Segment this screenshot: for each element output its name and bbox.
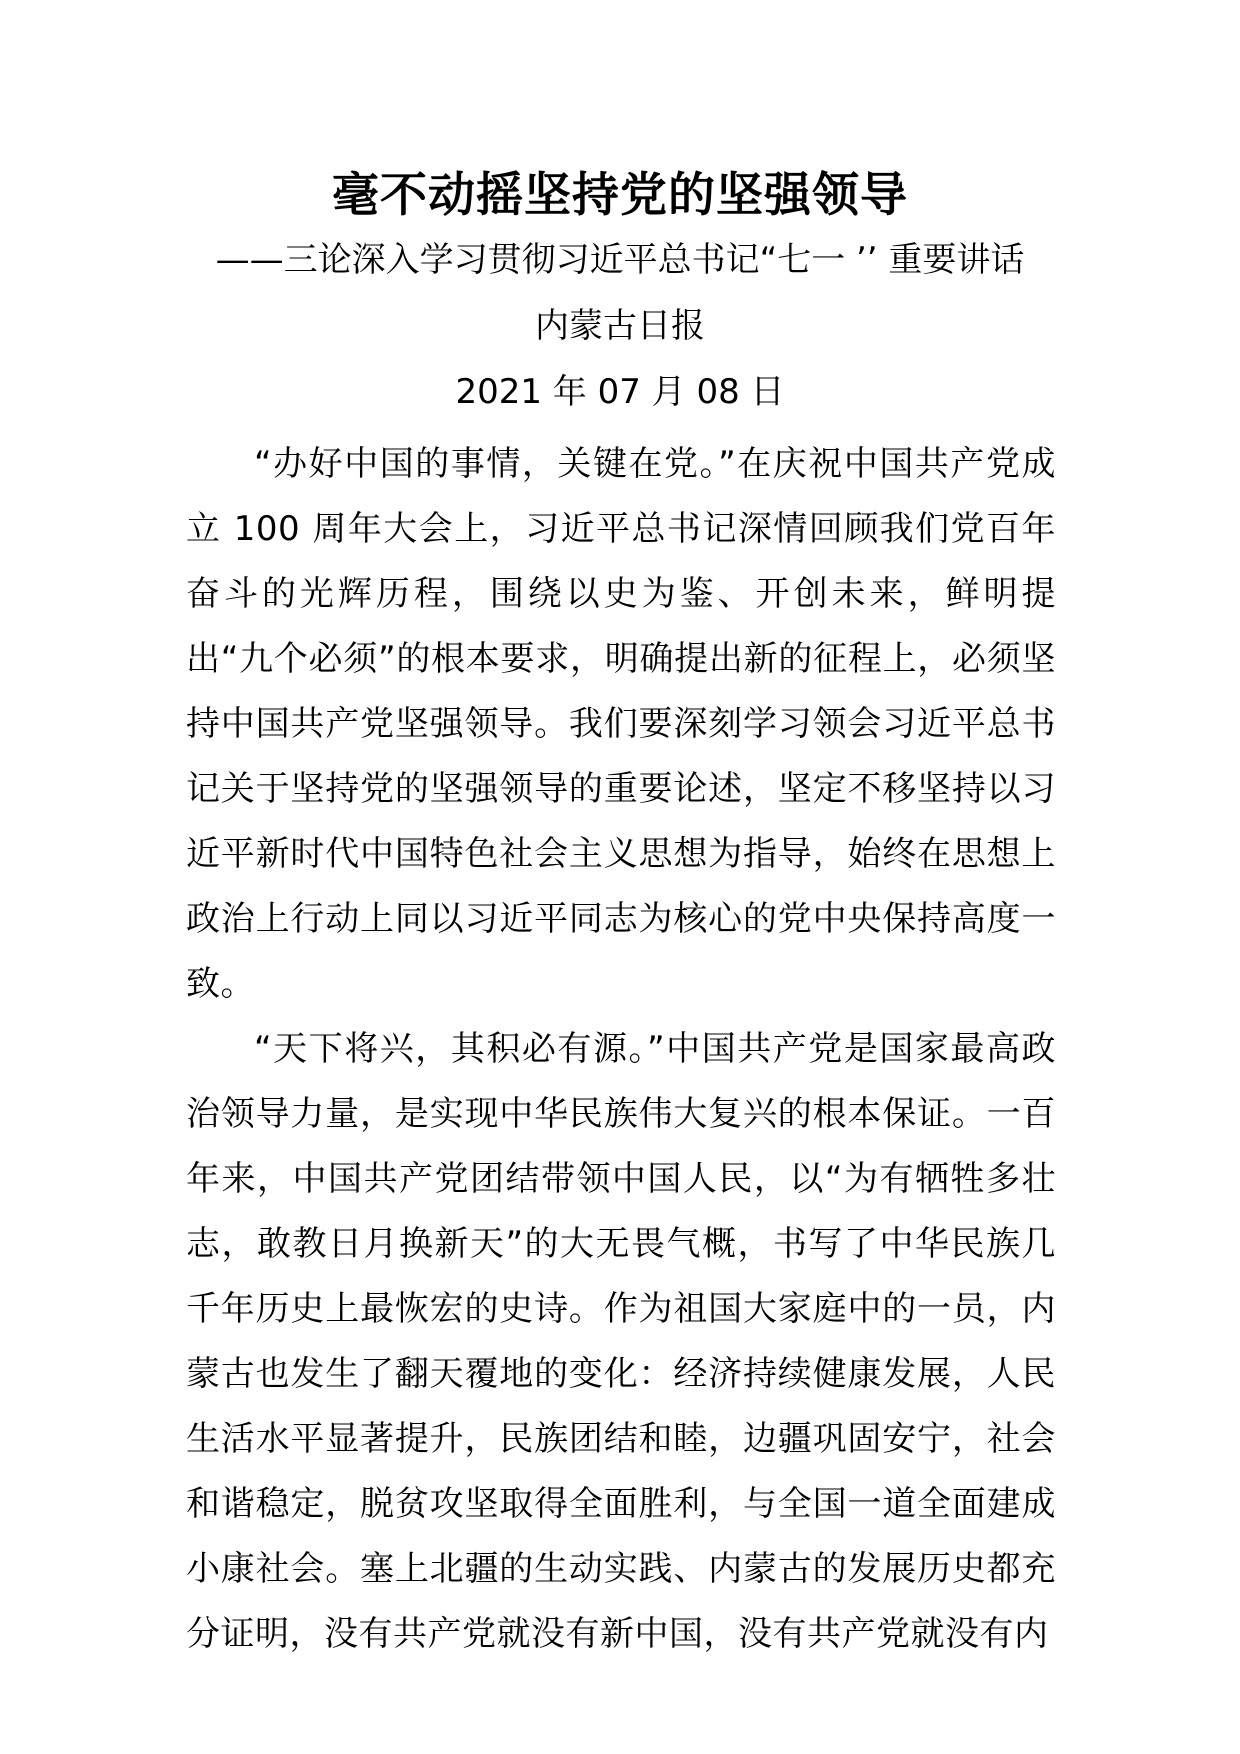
paragraph: “天下将兴，其积必有源。”中国共产党是国家最高政治领导力量，是实现中华民族伟大复兴的根本保证。一百年来，中国共产党团结带领中国人民，以“为有牺牲多壮志，敢教日月换新天”的大无畏气概，书写了中华民族几千年历史上最恢宏的史诗。作为祖国大家庭中的一员，内蒙古也发生了翻天覆地的变化：经济持续健康发展，人民生活水平显著提升，民族团结和睦，边疆巩固安宁，社会和谐稳定，脱贫攻坚取得全面胜利，与全国一道全面建成小康社会。塞上北疆的生动实践、内蒙古的发展历史都充分证明，没有共产党就没有新中国，没有共产党就没有内 [186,1029,1056,1654]
document-date: 2021 年 07 月 08 日 [455,372,785,412]
document-source: 内蒙古日报 [535,306,705,346]
document-title: 毫不动摇坚持党的坚强领导 [332,168,908,223]
paragraph: “办好中国的事情，关键在党。”在庆祝中国共产党成立 100 周年大会上，习近平总书记深情回顾我们党百年奋斗的光辉历程，围绕以史为鉴、开创未来，鲜明提出“九个必须”的根本要求，明确提出新的征程上，必须坚持中国共产党坚强领导。我们要深刻学习领会习近平总书记关于坚持党的坚强领导的重要论述，坚定不移坚持以习近平新时代中国特色社会主义思想为指导，始终在思想上政治上行动上同以习近平同志为核心的党中央保持高度一致。 [186,444,1056,1004]
document-subtitle: ——三论深入学习贯彻习近平总书记“七一 ’’ 重要讲话 [215,240,1025,280]
document-body [186,432,1056,1667]
